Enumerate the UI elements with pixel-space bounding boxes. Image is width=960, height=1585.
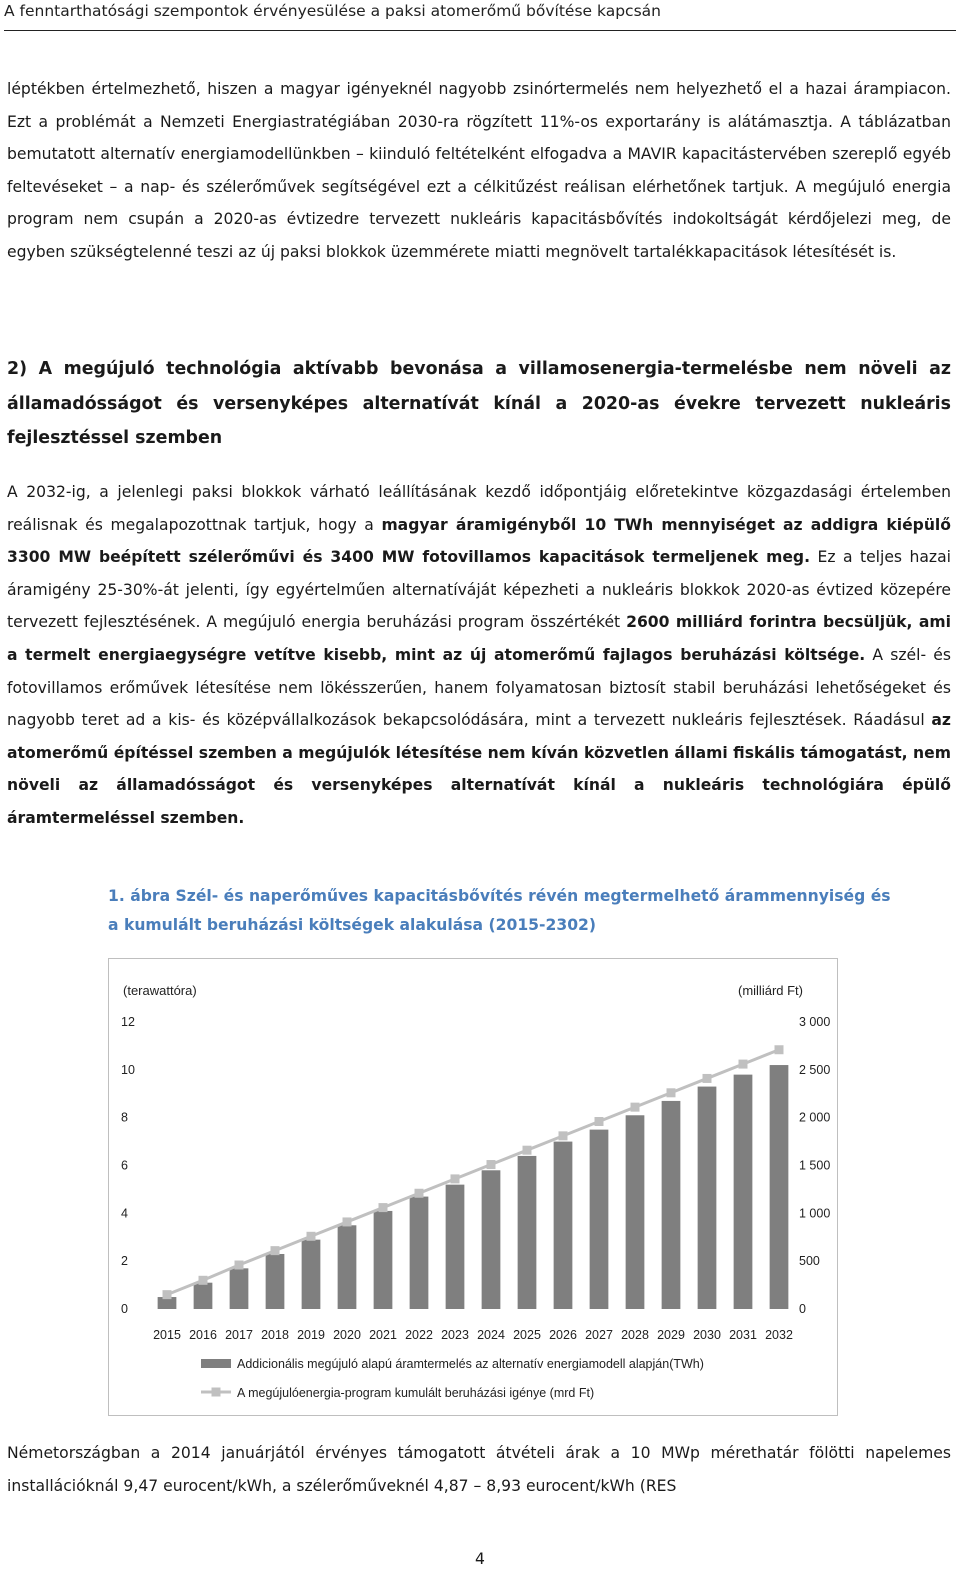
- paragraph-renewables: [7, 476, 951, 835]
- legend-line-marker: [212, 1388, 221, 1397]
- bar: [734, 1075, 753, 1309]
- para2-text-2: Ez a teljes hazai áramigény 25-30%-át jelenti, így egyértelműen alternatíváját képezheti a nukleáris blokkok 2020-as évtized közepére tervezett fejlesztésének. A megújuló energia beruházási program összértékét: [7, 548, 951, 632]
- x-tick-label: 2032: [765, 1328, 793, 1342]
- x-tick-label: 2023: [441, 1328, 469, 1342]
- para2-text-3: A szél- és fotovillamos erőművek létesítése nem lökésszerűen, hanem folyamatosan biztosít stabil beruházási lehetőségeket és nagyobb teret ad a kis- és középvállalkozások bekapcsolódására, mint a tervezett nukleáris fejlesztések. Ráadásul: [7, 645, 951, 730]
- line-point: [487, 1160, 496, 1169]
- y-right-tick-label: 1 000: [799, 1206, 831, 1221]
- bar: [770, 1065, 789, 1309]
- line-point: [667, 1088, 676, 1097]
- x-tick-label: 2022: [405, 1328, 433, 1342]
- y-left-tick-label: 0: [121, 1302, 128, 1316]
- bar: [554, 1142, 573, 1309]
- running-header: [4, 0, 956, 31]
- y-left-tick-label: 6: [121, 1158, 128, 1173]
- bar: [266, 1254, 285, 1309]
- line-point: [163, 1290, 172, 1299]
- y-left-tick-label: 2: [121, 1254, 128, 1269]
- legend-bar-label: Addicionális megújuló alapú áramtermelés az alternatív energiamodell alapján(TWh): [237, 1357, 704, 1371]
- para2-text-1: A 2032-ig, a jelenlegi paksi blokkok várható leállításának kezdő időpontjáig előretekintve közgazdasági értelemben reálisnak és megalapozottnak tartjuk, hogy a: [7, 483, 951, 534]
- bar: [410, 1197, 429, 1309]
- x-tick-label: 2019: [297, 1328, 325, 1342]
- x-tick-label: 2031: [729, 1328, 757, 1342]
- line-point: [343, 1217, 352, 1226]
- bar: [662, 1101, 681, 1309]
- y-right-tick-label: 2 000: [799, 1110, 831, 1125]
- bar: [482, 1170, 501, 1309]
- line-point: [451, 1174, 460, 1183]
- line-point: [631, 1103, 640, 1112]
- x-tick-label: 2016: [189, 1328, 217, 1342]
- y-left-tick-label: 8: [121, 1110, 128, 1125]
- line-point: [199, 1276, 208, 1285]
- line-point: [775, 1045, 784, 1054]
- x-tick-label: 2017: [225, 1328, 253, 1342]
- y-left-axis-title: (terawattóra): [123, 983, 197, 998]
- line-point: [235, 1260, 244, 1269]
- x-tick-label: 2021: [369, 1328, 397, 1342]
- line-point: [307, 1232, 316, 1241]
- y-right-tick-label: 2 500: [799, 1062, 831, 1077]
- y-right-tick-label: 500: [799, 1254, 820, 1269]
- paragraph-intro: léptékben értelmezhető, hiszen a magyar igényeknél nagyobb zsinórtermelés nem helyezhető el a hazai árampiacon. Ezt a problémát a Nemzeti Energiastratégiában 2030-ra rögzített 11%-os exportarány is alátámasztja. A táblázatban bemutatott alternatív energiamodellünkben – kiinduló feltételként elfogadva a MAVIR kapacitástervében szereplő egyéb feltevéseket – a nap- és szélerőművek segítségével ezt a célkitűzést reálisan elérhetőnek tartjuk. A megújuló energia program nem csupán a 2020-as évtizedre tervezett nukleáris kapacitásbővítés indokoltságát kérdőjelezi meg, de egyben szükségtelenné teszi az új paksi blokkok üzemmérete miatti megnövelt tartalékkapacitások létesítését is.: [7, 80, 951, 261]
- bar: [446, 1185, 465, 1309]
- x-tick-label: 2015: [153, 1328, 181, 1342]
- x-tick-label: 2030: [693, 1328, 721, 1342]
- line-point: [523, 1146, 532, 1155]
- bar: [230, 1268, 249, 1309]
- x-tick-label: 2020: [333, 1328, 361, 1342]
- y-right-tick-label: 3 000: [799, 1015, 831, 1029]
- bar: [194, 1283, 213, 1309]
- bar: [698, 1087, 717, 1309]
- line-point: [379, 1203, 388, 1212]
- chart-svg: [109, 959, 837, 1415]
- x-tick-label: 2018: [261, 1328, 289, 1342]
- bar: [518, 1156, 537, 1309]
- x-tick-label: 2025: [513, 1328, 541, 1342]
- bar: [374, 1211, 393, 1309]
- y-left-tick-label: 10: [121, 1062, 135, 1077]
- x-tick-label: 2024: [477, 1328, 505, 1342]
- running-header-title: A fenntarthatósági szempontok érvényesülése a paksi atomerőmű bővítése kapcsán: [4, 2, 661, 20]
- paragraph-germany: Németországban a 2014 januárjától érvényes támogatott átvételi árak a 10 MWp mérethatár fölötti napelemes installációknál 9,47 eurocent/kWh, a szélerőműveknél 4,87 – 8,93 eurocent/kWh (RES: [7, 1444, 951, 1495]
- chart-container: [108, 958, 838, 1416]
- series-line: [167, 1050, 779, 1295]
- y-left-tick-label: 12: [121, 1015, 135, 1029]
- line-point: [559, 1131, 568, 1140]
- bar: [590, 1130, 609, 1309]
- x-tick-label: 2028: [621, 1328, 649, 1342]
- line-point: [595, 1117, 604, 1126]
- para2-bold-2: 2600 milliárd forintra becsüljük, ami a termelt energiaegységre vetítve kisebb, mint az új atomerőmű fajlagos beruházási költsége.: [7, 613, 951, 664]
- x-tick-label: 2029: [657, 1328, 685, 1342]
- line-point: [703, 1074, 712, 1083]
- para2-bold-1: magyar áramigényből 10 TWh mennyiséget az addigra kiépülő 3300 MW beépített szélerőművi és 3400 MW fotovillamos kapacitások termeljenek meg.: [7, 515, 951, 567]
- bar: [338, 1225, 357, 1309]
- x-tick-label: 2027: [585, 1328, 613, 1342]
- line-point: [415, 1189, 424, 1198]
- page-number: 4: [475, 1550, 485, 1568]
- line-point: [271, 1246, 280, 1255]
- bar: [302, 1240, 321, 1309]
- para2-bold-3: az atomerőmű építéssel szemben a megújulók létesítése nem kíván közvetlen állami fiskális támogatást, nem növeli az államadósságot és versenyképes alternatívát kínál a nukleáris technológiára épülő áramtermeléssel szemben.: [7, 711, 951, 827]
- y-left-tick-label: 4: [121, 1206, 128, 1221]
- x-tick-label: 2026: [549, 1328, 577, 1342]
- legend-line-label: A megújulóenergia-program kumulált beruházási igénye (mrd Ft): [237, 1386, 595, 1400]
- line-point: [739, 1060, 748, 1069]
- section-heading-2: 2) A megújuló technológia aktívabb bevonása a villamosenergia-termelésbe nem növeli az államadósságot és versenyképes alternatívát kínál a 2020-as évekre tervezett nukleáris fejlesztéssel szemben: [7, 359, 951, 448]
- y-right-tick-label: 1 500: [799, 1158, 831, 1173]
- bar: [626, 1115, 645, 1309]
- legend-bar-swatch: [201, 1359, 231, 1368]
- y-right-tick-label: 0: [799, 1302, 806, 1316]
- figure-caption: 1. ábra Szél- és naperőműves kapacitásbővítés révén megtermelhető árammennyiség és a kumulált beruházási költségek alakulása (2015-2302): [108, 887, 891, 934]
- y-right-axis-title: (milliárd Ft): [738, 983, 803, 998]
